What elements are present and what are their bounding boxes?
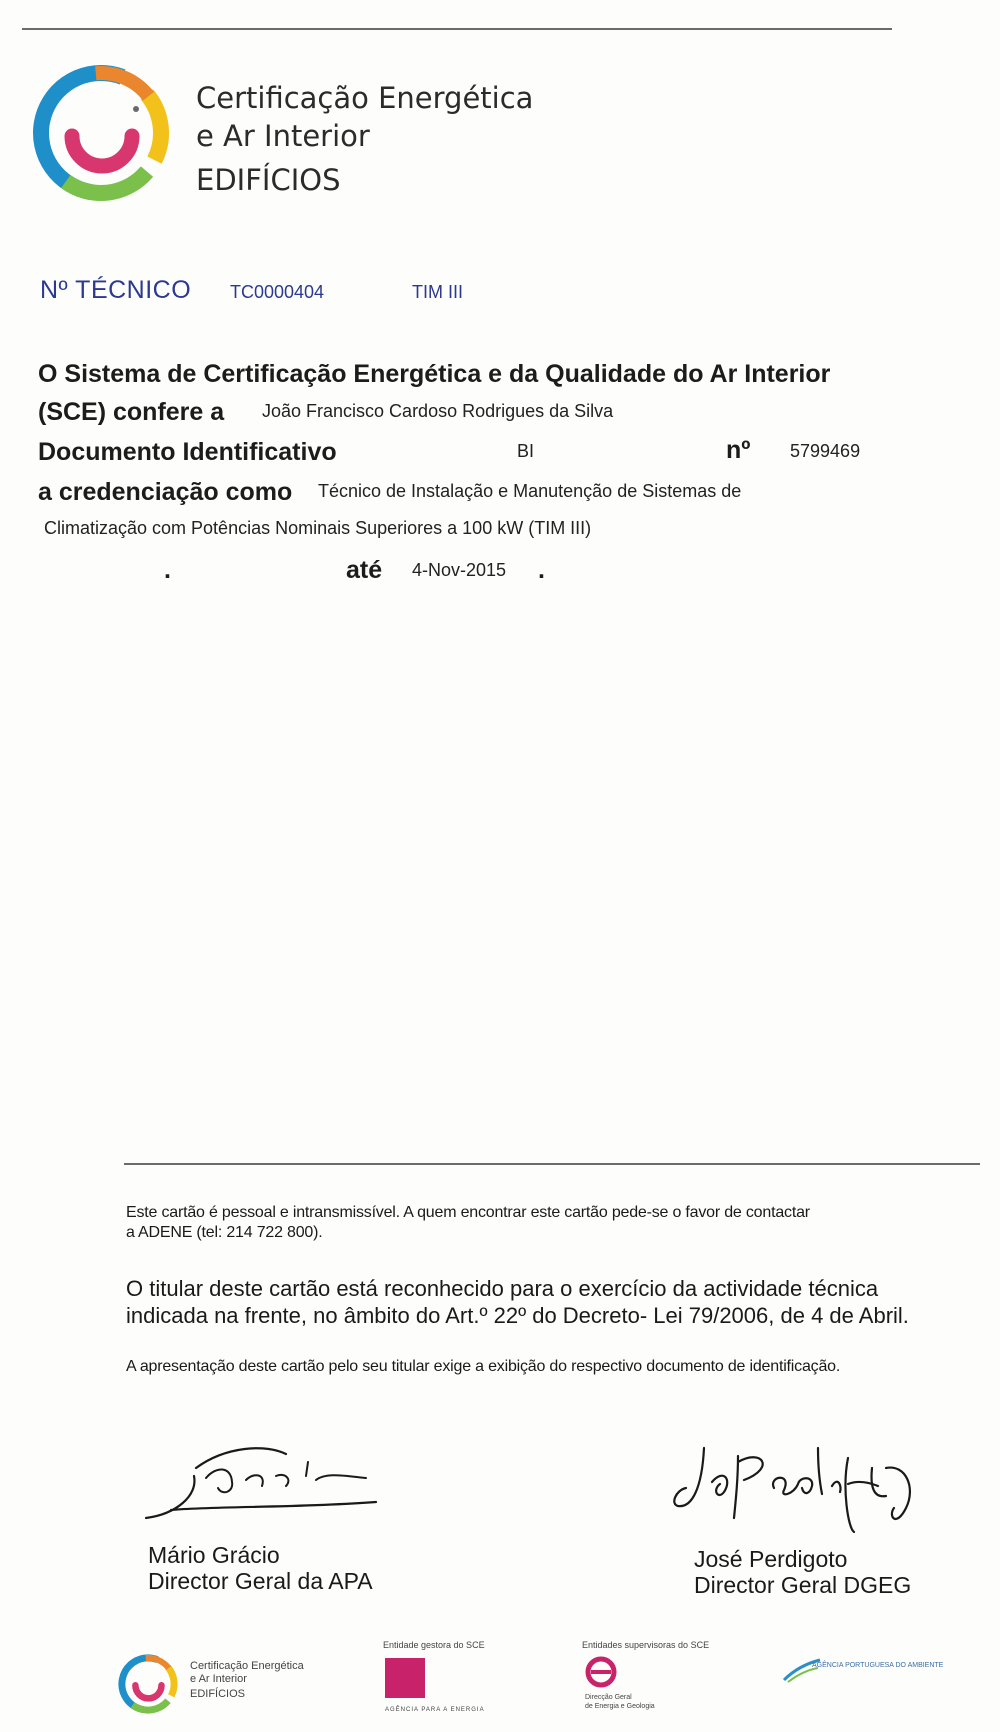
document-number: 5799469 <box>790 441 861 461</box>
dgeg-caption-2: de Energia e Geologia <box>585 1703 655 1710</box>
supervising-entities-label: Entidades supervisoras do SCE <box>582 1640 710 1650</box>
adene-caption: AGÊNCIA PARA A ENERGIA <box>385 1707 485 1713</box>
signatory-left-name: Mário Grácio <box>148 1542 280 1568</box>
adene-logo-block <box>385 1658 425 1698</box>
signatory-left-title: Director Geral da APA <box>148 1568 373 1594</box>
technician-category: TIM III <box>412 282 463 302</box>
signature-right-scribble <box>672 1428 972 1538</box>
holder-name: João Francisco Cardoso Rodrigues da Silva <box>262 401 614 421</box>
period-dot: . <box>164 556 171 584</box>
end-dot: . <box>538 556 545 584</box>
notice-1b: a ADENE (tel: 214 722 800). <box>126 1224 323 1241</box>
sce-logo <box>32 64 170 202</box>
dgeg-caption-1: Direcção Geral <box>585 1694 632 1701</box>
accreditation-line-2: Climatização com Potências Nominais Superiores a 100 kW (TIM III) <box>44 518 592 538</box>
dgeg-logo <box>585 1656 617 1688</box>
notice-1: Este cartão é pessoal e intransmissível. A quem encontrar este cartão pede-se o favor de contactar <box>126 1204 810 1221</box>
top-divider <box>22 28 892 30</box>
technician-number-label: Nº TÉCNICO <box>40 276 192 304</box>
technician-number-value: TC0000404 <box>230 282 325 302</box>
accreditation-label: a credenciação como <box>38 478 293 506</box>
notice-2b: indicada na frente, no âmbito do Art.º 22º do Decreto- Lei 79/2006, de 4 de Abril. <box>126 1303 909 1328</box>
managing-entity-label: Entidade gestora do SCE <box>383 1640 485 1650</box>
confers-label: (SCE) confere a <box>38 398 225 426</box>
logo-line-2: e Ar Interior <box>196 119 370 153</box>
footer-logo-line-1: Certificação Energética <box>190 1660 304 1672</box>
document-type: BI <box>517 441 535 461</box>
document-number-label: nº <box>726 436 751 464</box>
apa-logo-icon <box>782 1656 822 1684</box>
notice-2a: O titular deste cartão está reconhecido para o exercício da actividade técnica <box>126 1276 879 1301</box>
footer-logo-line-2: e Ar Interior <box>190 1673 247 1685</box>
apa-logo <box>782 1656 822 1684</box>
footer-sce-logo-icon <box>118 1654 178 1714</box>
back-divider <box>124 1163 980 1165</box>
logo-line-3: EDIFÍCIOS <box>196 163 341 197</box>
logo-line-1: Certificação Energética <box>196 81 534 115</box>
accreditation-line-1: Técnico de Instalação e Manutenção de Sistemas de <box>318 481 742 501</box>
signature-left <box>136 1436 436 1526</box>
document-label: Documento Identificativo <box>38 438 337 466</box>
apa-caption: AGÊNCIA PORTUGUESA DO AMBIENTE <box>812 1662 944 1669</box>
signatory-right-name: José Perdigoto <box>694 1546 848 1572</box>
signature-left-scribble <box>136 1436 436 1526</box>
until-date: 4-Nov-2015 <box>412 560 507 580</box>
footer-sce-logo <box>118 1654 178 1714</box>
dgeg-logo-icon <box>585 1656 617 1688</box>
footer-logo-line-3: EDIFÍCIOS <box>190 1688 246 1700</box>
signatory-right-title: Director Geral DGEG <box>694 1572 912 1598</box>
until-label: até <box>346 556 383 584</box>
notice-3: A apresentação deste cartão pelo seu titular exige a exibição do respectivo documento de identificação. <box>126 1358 841 1375</box>
sce-logo-icon <box>32 64 170 202</box>
signature-right <box>672 1428 972 1538</box>
intro-line: O Sistema de Certificação Energética e da Qualidade do Ar Interior <box>38 360 831 388</box>
